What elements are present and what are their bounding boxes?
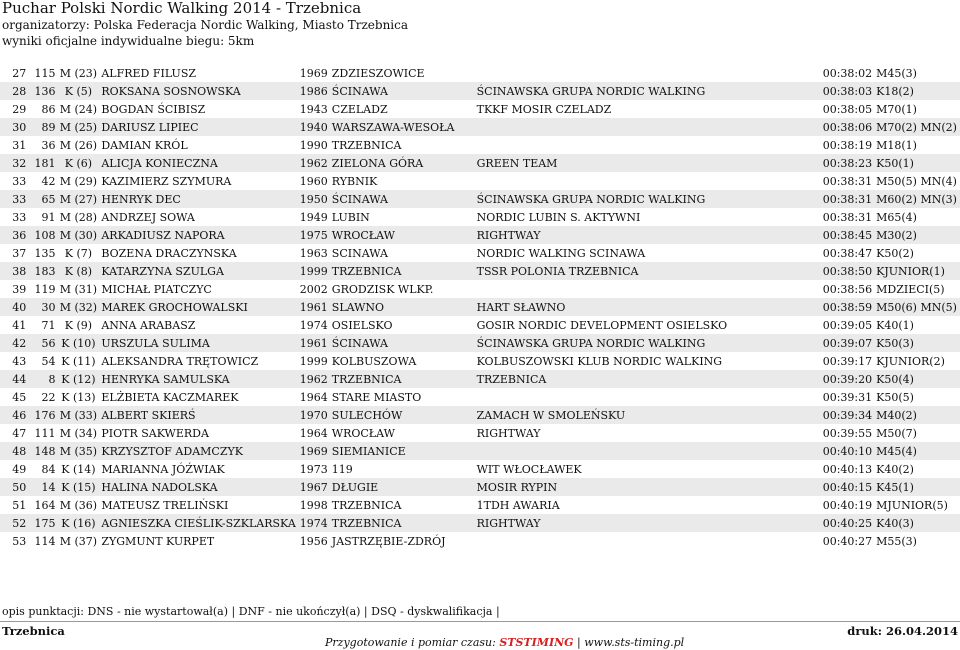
table-row	[0, 118, 960, 136]
table-row	[0, 136, 960, 154]
cell-club	[475, 388, 821, 406]
cell-club: RIGHTWAY	[476, 426, 541, 440]
table-row	[0, 82, 960, 100]
cell-time: 00:38:31	[822, 174, 873, 188]
cell-category-place: K (10)	[57, 334, 99, 352]
cell-name: KRZYSZTOF ADAMCZYK	[99, 442, 297, 460]
cell-place: 40	[0, 298, 28, 316]
cell-age-category: K40(2)	[876, 462, 914, 476]
cell-city: TRZEBNICA	[330, 514, 475, 532]
table-row	[0, 370, 960, 388]
cell-time: 00:38:06	[821, 118, 874, 136]
cell-age-category: M50(5) MN(4)	[876, 174, 957, 188]
cell-name: ZYGMUNT KURPET	[101, 534, 215, 548]
cell-birth-year: 1967	[298, 478, 330, 496]
cell-age-category: M40(2)	[874, 406, 960, 424]
cell-name: ALBERT SKIERŚ	[99, 406, 297, 424]
cell-birth-year: 1960	[299, 174, 328, 188]
cell-name: HENRYK DEC	[99, 190, 297, 208]
cell-age-category: K45(1)	[874, 478, 960, 496]
cell-club: TRZEBNICA	[475, 370, 821, 388]
cell-time: 00:40:10	[821, 442, 874, 460]
cell-place: 27	[12, 66, 27, 80]
cell-bib: 136	[28, 82, 57, 100]
cell-time: 00:38:23	[821, 154, 874, 172]
table-row	[0, 514, 960, 532]
cell-time: 00:40:13	[822, 462, 873, 476]
cell-age-category: M70(1)	[876, 102, 917, 116]
cell-birth-year: 1975	[298, 226, 330, 244]
cell-city: ŚCINAWA	[330, 82, 475, 100]
cell-place: 46	[0, 406, 28, 424]
table-row	[0, 262, 960, 280]
cell-name: MAREK GROCHOWALSKI	[99, 298, 297, 316]
table-row	[0, 478, 960, 496]
cell-name: MICHAŁ PIATCZYC	[101, 282, 212, 296]
cell-club: TKKF MOSIR CZELADZ	[476, 102, 612, 116]
cell-club: NORDIC LUBIN S. AKTYWNI	[476, 210, 641, 224]
cell-place: 53	[12, 534, 27, 548]
cell-birth-year: 1969	[299, 66, 328, 80]
cell-place: 33	[12, 210, 27, 224]
cell-birth-year: 2002	[299, 282, 328, 296]
cell-age-category: K40(1)	[876, 318, 914, 332]
cell-club: ŚCINAWSKA GRUPA NORDIC WALKING	[475, 334, 821, 352]
cell-age-category: M65(4)	[876, 210, 917, 224]
cell-birth-year: 1950	[298, 190, 330, 208]
table-row	[0, 496, 960, 514]
cell-city: SIEMIANICE	[330, 442, 475, 460]
cell-club	[475, 64, 821, 82]
cell-time: 00:40:19	[822, 498, 873, 512]
cell-birth-year: 1974	[298, 514, 330, 532]
cell-club: NORDIC WALKING SCINAWA	[476, 246, 646, 260]
cell-birth-year: 1964	[299, 390, 328, 404]
cell-name: ROKSANA SOSNOWSKA	[99, 82, 297, 100]
cell-bib: 89	[28, 118, 57, 136]
cell-club: ŚCINAWSKA GRUPA NORDIC WALKING	[475, 82, 821, 100]
table-row	[0, 280, 960, 298]
cell-category-place: K (9)	[64, 318, 93, 332]
table-row	[0, 352, 960, 370]
cell-place: 38	[0, 262, 28, 280]
cell-time: 00:38:31	[822, 210, 873, 224]
cell-birth-year: 1940	[298, 118, 330, 136]
cell-city: STARE MIASTO	[331, 390, 422, 404]
cell-city: TRZEBNICA	[330, 262, 475, 280]
cell-club	[475, 136, 821, 154]
cell-time: 00:38:56	[822, 282, 873, 296]
cell-place: 37	[12, 246, 27, 260]
cell-place: 48	[0, 442, 28, 460]
cell-place: 42	[0, 334, 28, 352]
cell-name: BOGDAN ŚCIBISZ	[101, 102, 206, 116]
cell-category-place: K (11)	[61, 354, 96, 368]
cell-city: WROCŁAW	[330, 226, 475, 244]
cell-club	[475, 172, 821, 190]
cell-category-place: M (35)	[57, 442, 99, 460]
table-row	[0, 226, 960, 244]
cell-bib: 14	[28, 478, 57, 496]
cell-club: RIGHTWAY	[475, 514, 821, 532]
cell-city: RYBNIK	[331, 174, 378, 188]
cell-name: DARIUSZ LIPIEC	[99, 118, 297, 136]
cell-city: SCINAWA	[331, 246, 388, 260]
cell-age-category: M30(2)	[874, 226, 960, 244]
cell-category-place: M (34)	[59, 426, 98, 440]
cell-category-place: M (23)	[59, 66, 98, 80]
cell-time: 00:38:45	[821, 226, 874, 244]
scoring-legend: opis punktacji: DNS - nie wystartował(a) | DNF - nie ukończył(a) | DSQ - dyskwalifikacja |	[2, 605, 500, 618]
cell-place: 41	[12, 318, 27, 332]
cell-birth-year: 1973	[299, 462, 328, 476]
cell-time: 00:39:20	[821, 370, 874, 388]
cell-bib: 71	[41, 318, 56, 332]
cell-age-category: M70(2) MN(2)	[874, 118, 960, 136]
cell-time: 00:38:31	[821, 190, 874, 208]
cell-age-category: M50(7)	[876, 426, 917, 440]
cell-bib: 84	[41, 462, 56, 476]
cell-bib: 164	[34, 498, 56, 512]
cell-place: 44	[0, 370, 28, 388]
cell-place: 45	[12, 390, 27, 404]
cell-age-category: K50(3)	[874, 334, 960, 352]
cell-city: ŚCINAWA	[330, 190, 475, 208]
timing-prefix: Przygotowanie i pomiar czasu:	[325, 636, 500, 649]
cell-place: 33	[0, 190, 28, 208]
cell-time: 00:38:03	[821, 82, 874, 100]
cell-club: 1TDH AWARIA	[476, 498, 560, 512]
cell-birth-year: 1990	[299, 138, 328, 152]
cell-city: LUBIN	[331, 210, 370, 224]
cell-time: 00:39:05	[822, 318, 873, 332]
cell-category-place: K (5)	[57, 82, 99, 100]
print-date: druk: 26.04.2014	[847, 624, 958, 638]
cell-city: KOLBUSZOWA	[331, 354, 417, 368]
cell-place: 32	[0, 154, 28, 172]
cell-bib: 176	[28, 406, 57, 424]
cell-name: AGNIESZKA CIEŚLIK-SZKLARSKA	[99, 514, 297, 532]
cell-category-place: M (31)	[59, 282, 98, 296]
cell-place: 50	[0, 478, 28, 496]
cell-club: RIGHTWAY	[475, 226, 821, 244]
cell-category-place: M (29)	[59, 174, 98, 188]
cell-time: 00:38:02	[822, 66, 873, 80]
cell-name: PIOTR SAKWERDA	[101, 426, 209, 440]
cell-time: 00:40:25	[821, 514, 874, 532]
cell-category-place: M (33)	[57, 406, 99, 424]
cell-name: ANNA ARABASZ	[101, 318, 196, 332]
cell-birth-year: 1999	[298, 262, 330, 280]
table-row	[0, 154, 960, 172]
cell-name: KATARZYNA SZULGA	[99, 262, 297, 280]
cell-age-category: M45(3)	[876, 66, 917, 80]
cell-city: ZDZIESZOWICE	[331, 66, 425, 80]
cell-city: 119	[331, 462, 353, 476]
cell-name: ARKADIUSZ NAPORA	[99, 226, 297, 244]
cell-category-place: M (25)	[57, 118, 99, 136]
cell-club: GREEN TEAM	[475, 154, 821, 172]
cell-age-category: K18(2)	[874, 82, 960, 100]
cell-category-place: M (28)	[59, 210, 98, 224]
cell-birth-year: 1943	[299, 102, 328, 116]
cell-name: ELŻBIETA KACZMAREK	[101, 390, 239, 404]
cell-club	[475, 280, 821, 298]
cell-bib: 119	[34, 282, 56, 296]
cell-bib: 65	[28, 190, 57, 208]
cell-age-category: KJUNIOR(2)	[876, 354, 945, 368]
cell-birth-year: 1969	[298, 442, 330, 460]
cell-place: 52	[0, 514, 28, 532]
cell-time: 00:39:55	[822, 426, 873, 440]
cell-city: SLAWNO	[330, 298, 475, 316]
cell-name: HALINA NADOLSKA	[99, 478, 297, 496]
table-row	[0, 424, 960, 442]
results-table	[0, 64, 960, 550]
cell-place: 36	[0, 226, 28, 244]
cell-bib: 86	[41, 102, 56, 116]
cell-bib: 111	[34, 426, 56, 440]
cell-place: 29	[12, 102, 27, 116]
cell-age-category: K50(5)	[876, 390, 914, 404]
cell-club: GOSIR NORDIC DEVELOPMENT OSIELSKO	[476, 318, 728, 332]
cell-category-place: K (15)	[57, 478, 99, 496]
cell-city: OSIELSKO	[331, 318, 393, 332]
cell-age-category: M45(4)	[874, 442, 960, 460]
cell-category-place: K (13)	[61, 390, 96, 404]
cell-age-category: M60(2) MN(3)	[874, 190, 960, 208]
cell-place: 33	[12, 174, 27, 188]
cell-birth-year: 1949	[299, 210, 328, 224]
timing-url: | www.sts-timing.pl	[573, 636, 685, 649]
cell-age-category: MJUNIOR(5)	[876, 498, 948, 512]
cell-city: WROCŁAW	[331, 426, 395, 440]
table-row	[0, 532, 960, 550]
table-row	[0, 406, 960, 424]
cell-birth-year: 1974	[299, 318, 328, 332]
cell-age-category: M18(1)	[876, 138, 917, 152]
cell-bib: 54	[41, 354, 56, 368]
cell-name: BOZENA DRACZYNSKA	[101, 246, 237, 260]
cell-city: TRZEBNICA	[330, 370, 475, 388]
cell-category-place: K (8)	[57, 262, 99, 280]
cell-age-category: K50(4)	[874, 370, 960, 388]
cell-age-category: K50(2)	[876, 246, 914, 260]
cell-club: KOLBUSZOWSKI KLUB NORDIC WALKING	[476, 354, 723, 368]
cell-bib: 22	[41, 390, 56, 404]
cell-city: WARSZAWA-WESOŁA	[330, 118, 475, 136]
cell-name: KAZIMIERZ SZYMURA	[101, 174, 232, 188]
cell-birth-year: 1956	[299, 534, 328, 548]
cell-time: 00:38:50	[821, 262, 874, 280]
table-row	[0, 100, 960, 118]
cell-category-place: M (24)	[59, 102, 98, 116]
cell-bib: 175	[28, 514, 57, 532]
cell-category-place: K (16)	[57, 514, 99, 532]
results-subtitle: wyniki oficjalne indywidualne biegu: 5km	[2, 34, 255, 48]
table-row	[0, 460, 960, 478]
cell-city: CZELADZ	[331, 102, 388, 116]
cell-birth-year: 1961	[298, 298, 330, 316]
cell-birth-year: 1999	[299, 354, 328, 368]
cell-place: 47	[12, 426, 27, 440]
footer-city: Trzebnica	[2, 624, 65, 638]
table-row	[0, 316, 960, 334]
cell-category-place: M (32)	[57, 298, 99, 316]
cell-name: ALFRED FILUSZ	[101, 66, 196, 80]
timing-credit	[325, 636, 684, 649]
cell-city: JASTRZĘBIE-ZDRÓJ	[331, 534, 446, 548]
cell-birth-year: 1961	[298, 334, 330, 352]
cell-birth-year: 1998	[299, 498, 328, 512]
timing-brand: STSTIMING	[499, 636, 574, 649]
cell-name: MARIANNA JÓŹWIAK	[101, 462, 225, 476]
cell-city: DŁUGIE	[330, 478, 475, 496]
cell-time: 00:39:17	[822, 354, 873, 368]
cell-city: ZIELONA GÓRA	[330, 154, 475, 172]
cell-club: HART SŁAWNO	[475, 298, 821, 316]
cell-time: 00:38:59	[821, 298, 874, 316]
cell-category-place: M (36)	[59, 498, 98, 512]
cell-time: 00:38:05	[822, 102, 873, 116]
cell-category-place: K (14)	[61, 462, 96, 476]
page-header	[2, 0, 408, 49]
cell-place: 43	[12, 354, 27, 368]
cell-time: 00:40:27	[822, 534, 873, 548]
cell-time: 00:39:34	[821, 406, 874, 424]
cell-bib: 56	[28, 334, 57, 352]
cell-club: ŚCINAWSKA GRUPA NORDIC WALKING	[475, 190, 821, 208]
cell-name: HENRYKA SAMULSKA	[99, 370, 297, 388]
cell-city: GRODZISK WLKP.	[331, 282, 434, 296]
cell-birth-year: 1986	[298, 82, 330, 100]
page-title: Puchar Polski Nordic Walking 2014 - Trzebnica	[2, 0, 362, 17]
cell-city: SULECHÓW	[330, 406, 475, 424]
cell-birth-year: 1962	[298, 370, 330, 388]
cell-birth-year: 1970	[298, 406, 330, 424]
cell-name: MATEUSZ TRELIŃSKI	[101, 498, 229, 512]
cell-name: ALEKSANDRA TRĘTOWICZ	[101, 354, 259, 368]
cell-bib: 91	[41, 210, 56, 224]
cell-city: ŚCINAWA	[330, 334, 475, 352]
cell-name: ALICJA KONIECZNA	[99, 154, 297, 172]
cell-category-place: K (7)	[64, 246, 93, 260]
cell-bib: 8	[28, 370, 57, 388]
cell-category-place: M (37)	[59, 534, 98, 548]
cell-birth-year: 1963	[299, 246, 328, 260]
cell-club	[475, 442, 821, 460]
cell-bib: 42	[41, 174, 56, 188]
cell-place: 39	[12, 282, 27, 296]
cell-club: WIT WŁOCŁAWEK	[476, 462, 582, 476]
table-row	[0, 208, 960, 226]
cell-bib: 36	[41, 138, 56, 152]
cell-bib: 114	[34, 534, 56, 548]
cell-name: URSZULA SULIMA	[99, 334, 297, 352]
cell-category-place: M (27)	[57, 190, 99, 208]
cell-category-place: M (30)	[57, 226, 99, 244]
cell-time: 00:39:07	[821, 334, 874, 352]
cell-category-place: K (6)	[57, 154, 99, 172]
cell-city: TRZEBNICA	[331, 138, 402, 152]
cell-age-category: M50(6) MN(5)	[874, 298, 960, 316]
cell-bib: 183	[28, 262, 57, 280]
cell-place: 30	[0, 118, 28, 136]
cell-age-category: KJUNIOR(1)	[874, 262, 960, 280]
cell-club: TSSR POLONIA TRZEBNICA	[475, 262, 821, 280]
cell-bib: 181	[28, 154, 57, 172]
cell-bib: 148	[28, 442, 57, 460]
cell-place: 28	[0, 82, 28, 100]
table-row	[0, 64, 960, 82]
cell-club	[475, 532, 821, 550]
cell-age-category: K50(1)	[874, 154, 960, 172]
table-row	[0, 334, 960, 352]
cell-place: 51	[12, 498, 27, 512]
cell-club	[475, 118, 821, 136]
cell-name: DAMIAN KRÓL	[101, 138, 188, 152]
table-row	[0, 442, 960, 460]
cell-club: MOSIR RYPIN	[475, 478, 821, 496]
cell-time: 00:40:15	[821, 478, 874, 496]
cell-bib: 30	[28, 298, 57, 316]
cell-birth-year: 1964	[299, 426, 328, 440]
cell-age-category: MDZIECI(5)	[876, 282, 945, 296]
cell-birth-year: 1962	[298, 154, 330, 172]
cell-time: 00:39:31	[822, 390, 873, 404]
page-footer	[0, 621, 960, 649]
cell-place: 49	[12, 462, 27, 476]
cell-club: ZAMACH W SMOLEŃSKU	[475, 406, 821, 424]
table-row	[0, 190, 960, 208]
cell-time: 00:38:19	[822, 138, 873, 152]
cell-name: ANDRZEJ SOWA	[101, 210, 195, 224]
table-row	[0, 298, 960, 316]
table-row	[0, 244, 960, 262]
cell-age-category: M55(3)	[876, 534, 917, 548]
table-row	[0, 388, 960, 406]
cell-bib: 108	[28, 226, 57, 244]
cell-bib: 115	[34, 66, 56, 80]
table-row	[0, 172, 960, 190]
cell-age-category: K40(3)	[874, 514, 960, 532]
cell-place: 31	[12, 138, 27, 152]
cell-category-place: K (12)	[57, 370, 99, 388]
cell-time: 00:38:47	[822, 246, 873, 260]
organizers-line: organizatorzy: Polska Federacja Nordic Walking, Miasto Trzebnica	[2, 18, 409, 32]
cell-category-place: M (26)	[59, 138, 98, 152]
cell-city: TRZEBNICA	[331, 498, 402, 512]
cell-bib: 135	[34, 246, 56, 260]
